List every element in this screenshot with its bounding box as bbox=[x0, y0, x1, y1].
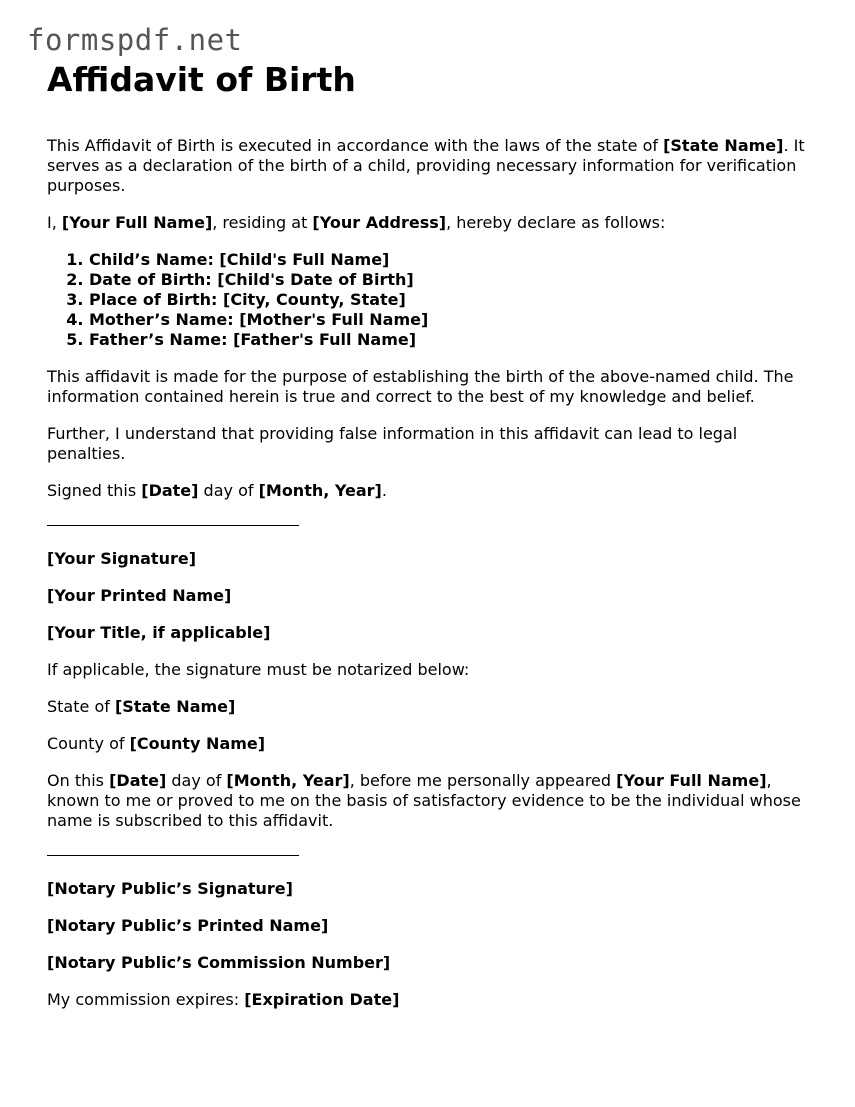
appearance-post: , known to me or proved to me on the basis of satisfactory evidence to be the individual whose name is subscribed to this affidavit. bbox=[47, 771, 801, 831]
notary-commission-number-label: [Notary Public’s Commission Number] bbox=[47, 953, 391, 973]
appearance-date-placeholder: [Date] bbox=[109, 771, 167, 791]
intro-text-post: . It serves as a declaration of the birth of a child, providing necessary information for verification purposes. bbox=[47, 136, 805, 196]
declaration-pre: I, bbox=[47, 213, 62, 233]
watermark-text: formspdf.net bbox=[27, 23, 243, 57]
document-page bbox=[47, 62, 817, 1027]
your-signature-label: [Your Signature] bbox=[47, 549, 197, 569]
page-title: Affidavit of Birth bbox=[47, 60, 356, 99]
signature-line bbox=[47, 501, 299, 526]
signed-pre: Signed this bbox=[47, 481, 142, 501]
notary-printed-name-label: [Notary Public’s Printed Name] bbox=[47, 916, 329, 936]
appearance-month-year-placeholder: [Month, Year] bbox=[226, 771, 350, 791]
commission-expiry-line bbox=[47, 990, 817, 1010]
appearance-mid1: day of bbox=[166, 771, 227, 791]
list-item-date-of-birth: 2. Date of Birth: [Child's Date of Birth] bbox=[89, 270, 817, 290]
county-pre: County of bbox=[47, 734, 130, 754]
details-list bbox=[47, 250, 817, 350]
purpose-paragraph: This affidavit is made for the purpose of establishing the birth of the above-named child. The information contained herein is true and correct to the best of my knowledge and belief. bbox=[47, 367, 794, 407]
intro-state-placeholder: [State Name] bbox=[663, 136, 784, 156]
county-placeholder: [County Name] bbox=[129, 734, 266, 754]
list-item-place-of-birth: 3. Place of Birth: [City, County, State] bbox=[89, 290, 817, 310]
declaration-mid: , residing at bbox=[212, 213, 313, 233]
expiry-placeholder: [Expiration Date] bbox=[244, 990, 400, 1010]
signed-mid: day of bbox=[198, 481, 259, 501]
county-line bbox=[47, 734, 817, 754]
your-title-label: [Your Title, if applicable] bbox=[47, 623, 271, 643]
signed-line bbox=[47, 481, 817, 501]
appearance-mid2: , before me personally appeared bbox=[349, 771, 617, 791]
expiry-pre: My commission expires: bbox=[47, 990, 245, 1010]
declaration-name-placeholder: [Your Full Name] bbox=[61, 213, 213, 233]
declaration-paragraph bbox=[47, 213, 817, 233]
appearance-pre: On this bbox=[47, 771, 110, 791]
your-printed-name-label: [Your Printed Name] bbox=[47, 586, 232, 606]
penalties-paragraph: Further, I understand that providing false information in this affidavit can lead to legal penalties. bbox=[47, 424, 738, 464]
intro-text-pre: This Affidavit of Birth is executed in accordance with the laws of the state of bbox=[47, 136, 664, 156]
list-item-mother-name: 4. Mother’s Name: [Mother's Full Name] bbox=[89, 310, 817, 330]
appearance-name-placeholder: [Your Full Name] bbox=[616, 771, 767, 791]
signed-date-placeholder: [Date] bbox=[141, 481, 199, 501]
state-pre: State of bbox=[47, 697, 115, 717]
list-item-father-name: 5. Father’s Name: [Father's Full Name] bbox=[89, 330, 817, 350]
declaration-address-placeholder: [Your Address] bbox=[312, 213, 447, 233]
notary-signature-label: [Notary Public’s Signature] bbox=[47, 879, 293, 899]
state-placeholder: [State Name] bbox=[114, 697, 236, 717]
state-line bbox=[47, 697, 817, 717]
appearance-paragraph bbox=[47, 771, 817, 831]
list-item-child-name: 1. Child’s Name: [Child's Full Name] bbox=[89, 250, 817, 270]
notarize-note: If applicable, the signature must be notarized below: bbox=[47, 660, 470, 680]
declaration-post: , hereby declare as follows: bbox=[446, 213, 666, 233]
intro-paragraph bbox=[47, 136, 817, 196]
signed-post: . bbox=[381, 481, 387, 501]
notary-signature-line bbox=[47, 831, 299, 856]
signed-month-year-placeholder: [Month, Year] bbox=[258, 481, 382, 501]
